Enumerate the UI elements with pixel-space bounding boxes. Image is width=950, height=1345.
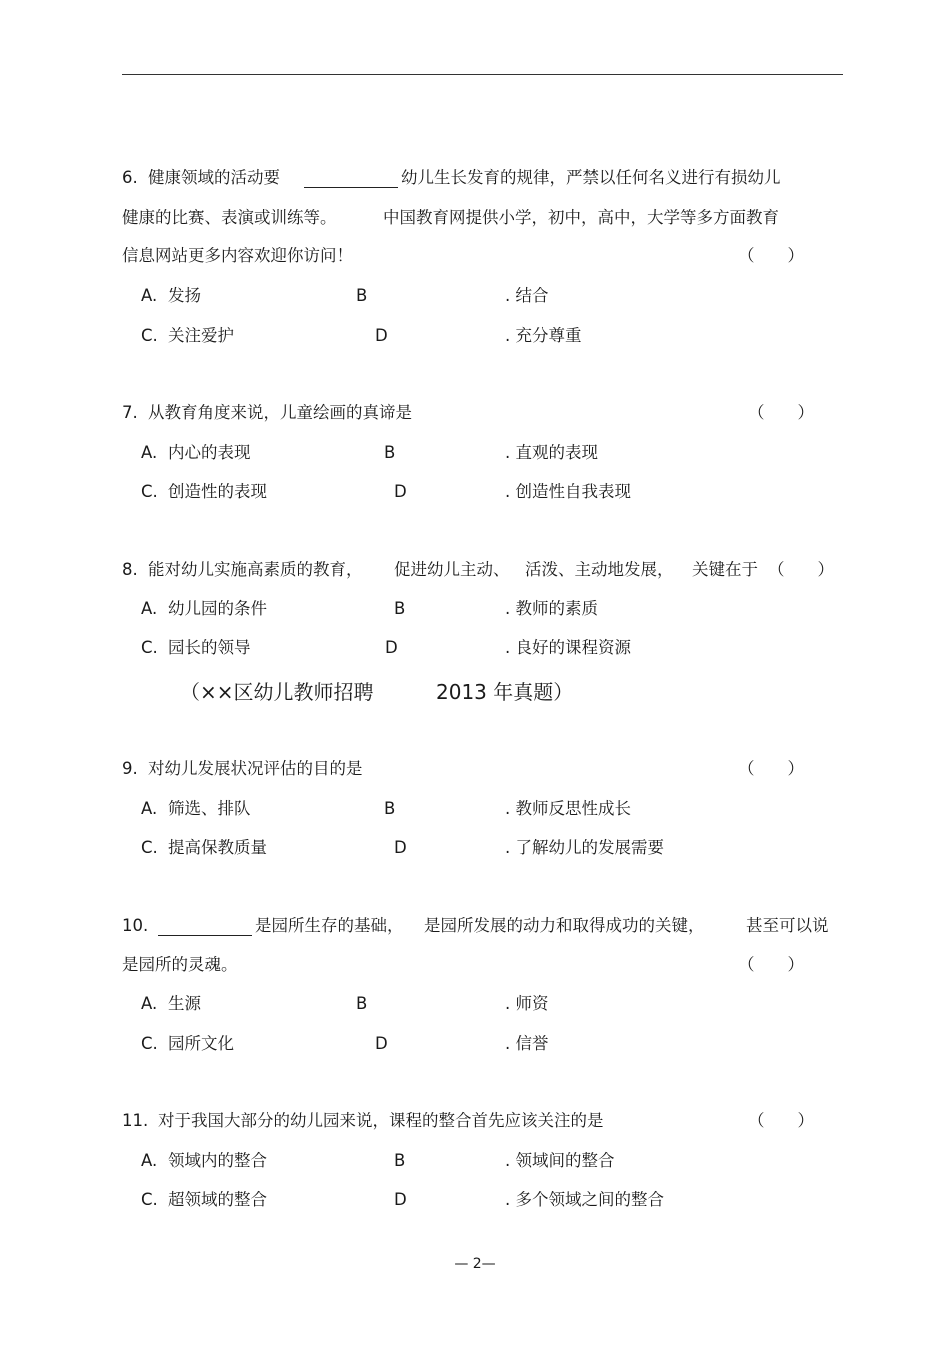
option-b-letter: B	[394, 1151, 406, 1170]
answer-parentheses: （ ）	[748, 1111, 814, 1130]
question-stem: 甚至可以说	[746, 916, 829, 935]
option-a-letter: A.	[141, 286, 158, 305]
section-title-year: 2013 年真题）	[436, 680, 574, 704]
option-b-letter: B	[384, 443, 396, 462]
question-stem: 从教育角度来说，儿童绘画的真谛是	[148, 403, 412, 422]
answer-parentheses: （ ）	[768, 560, 834, 579]
option-c-text: 超领域的整合	[168, 1190, 267, 1209]
question-stem: 促进幼儿主动、	[394, 560, 510, 579]
option-d-letter: D	[394, 1190, 407, 1209]
option-d-letter: D	[385, 638, 398, 657]
question-number: 9.	[122, 759, 138, 778]
answer-parentheses: （ ）	[738, 246, 804, 265]
option-c-letter: C.	[141, 326, 158, 345]
question-stem: 健康领域的活动要	[148, 168, 280, 187]
question-stem: 幼儿生长发育的规律，严禁以任何名义进行有损幼儿	[401, 168, 781, 187]
option-d-text: . 充分尊重	[505, 326, 582, 345]
option-c-text: 创造性的表现	[168, 482, 267, 501]
question-stem: 中国教育网提供小学，初中，高中，大学等多方面教育	[383, 208, 779, 227]
answer-blank	[158, 935, 252, 936]
option-d-text: . 良好的课程资源	[505, 638, 631, 657]
option-a-text: 领域内的整合	[168, 1151, 267, 1170]
option-a-letter: A.	[141, 994, 158, 1013]
option-c-text: 园长的领导	[168, 638, 251, 657]
option-b-letter: B	[384, 799, 396, 818]
option-d-letter: D	[375, 1034, 388, 1053]
question-stem: 活泼、主动地发展，	[525, 560, 674, 579]
option-b-text: . 结合	[505, 286, 549, 305]
option-b-text: . 教师的素质	[505, 599, 598, 618]
option-d-text: . 信誉	[505, 1034, 549, 1053]
question-stem: 关键在于	[692, 560, 758, 579]
option-a-letter: A.	[141, 599, 158, 618]
option-c-letter: C.	[141, 482, 158, 501]
option-b-text: . 师资	[505, 994, 549, 1013]
option-b-text: . 领域间的整合	[505, 1151, 615, 1170]
page-number: — 2—	[454, 1256, 496, 1272]
option-d-letter: D	[375, 326, 388, 345]
option-c-letter: C.	[141, 638, 158, 657]
option-c-text: 提高保教质量	[168, 838, 267, 857]
option-a-letter: A.	[141, 443, 158, 462]
question-number: 8.	[122, 560, 138, 579]
option-c-letter: C.	[141, 838, 158, 857]
section-title: （××区幼儿教师招聘	[180, 680, 374, 704]
option-c-text: 园所文化	[168, 1034, 234, 1053]
question-number: 11.	[122, 1111, 149, 1130]
question-stem: 健康的比赛、表演或训练等。	[122, 208, 337, 227]
option-a-letter: A.	[141, 1151, 158, 1170]
question-stem: 是园所生存的基础，	[255, 916, 404, 935]
option-c-letter: C.	[141, 1034, 158, 1053]
option-b-letter: B	[356, 286, 368, 305]
question-stem: 对于我国大部分的幼儿园来说，课程的整合首先应该关注的是	[158, 1111, 604, 1130]
question-stem: 能对幼儿实施高素质的教育，	[148, 560, 363, 579]
option-a-text: 筛选、排队	[168, 799, 251, 818]
answer-blank	[304, 187, 398, 188]
answer-parentheses: （ ）	[748, 403, 814, 422]
question-stem: 对幼儿发展状况评估的目的是	[148, 759, 363, 778]
option-b-letter: B	[394, 599, 406, 618]
option-a-text: 内心的表现	[168, 443, 251, 462]
question-number: 6.	[122, 168, 138, 187]
option-d-text: . 了解幼儿的发展需要	[505, 838, 664, 857]
option-a-text: 幼儿园的条件	[168, 599, 267, 618]
question-stem: 是园所发展的动力和取得成功的关键，	[424, 916, 705, 935]
option-a-letter: A.	[141, 799, 158, 818]
question-number: 7.	[122, 403, 138, 422]
option-d-text: . 多个领域之间的整合	[505, 1190, 664, 1209]
option-c-letter: C.	[141, 1190, 158, 1209]
option-c-text: 关注爱护	[168, 326, 234, 345]
question-stem: 是园所的灵魂。	[122, 955, 238, 974]
question-stem: 信息网站更多内容欢迎你访问！	[122, 246, 353, 265]
option-b-text: . 教师反思性成长	[505, 799, 631, 818]
option-b-letter: B	[356, 994, 368, 1013]
option-d-letter: D	[394, 482, 407, 501]
option-d-letter: D	[394, 838, 407, 857]
option-b-text: . 直观的表现	[505, 443, 598, 462]
header-rule	[122, 74, 843, 75]
answer-parentheses: （ ）	[738, 955, 804, 974]
option-d-text: . 创造性自我表现	[505, 482, 631, 501]
answer-parentheses: （ ）	[738, 759, 804, 778]
option-a-text: 生源	[168, 994, 201, 1013]
option-a-text: 发扬	[168, 286, 201, 305]
question-number: 10.	[122, 916, 149, 935]
